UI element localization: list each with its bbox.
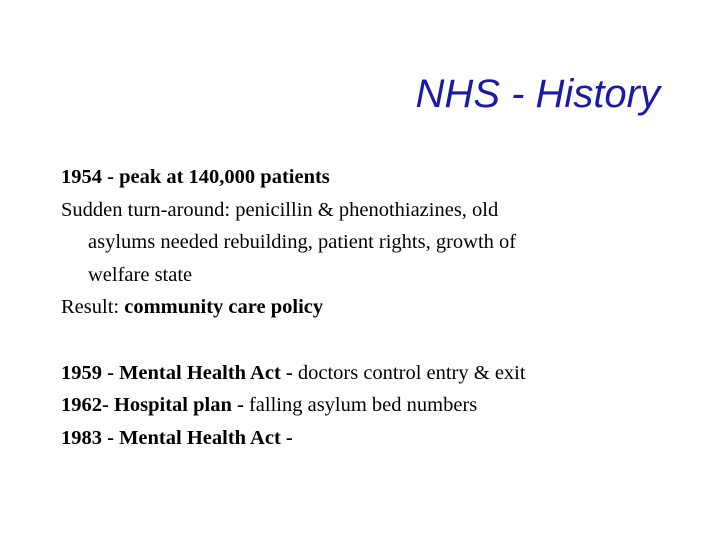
- bullet-1983-bold: 1983 - Mental Health Act -: [61, 426, 293, 449]
- bullet-result: [61, 291, 701, 324]
- bullet-1959-bold: 1959 - Mental Health Act -: [61, 361, 298, 384]
- spacer: [61, 324, 701, 357]
- bullet-1954: [61, 161, 701, 194]
- bullet-turnaround: Sudden turn-around: penicillin & phenothiazines, old: [61, 198, 499, 221]
- slide-title: NHS - History: [415, 72, 660, 116]
- bullet-1959: [61, 357, 701, 390]
- slide-body: [61, 161, 701, 454]
- bullet-1954-bold: 1954 - peak at 140,000 patients: [61, 166, 330, 188]
- bullet-1962-bold: 1962- Hospital plan -: [61, 394, 249, 416]
- bullet-result-prefix: Result:: [61, 296, 125, 318]
- bullet-result-bold: community care policy: [124, 296, 324, 318]
- bullet-1962-rest: falling asylum bed numbers: [248, 394, 478, 416]
- bullet-1959-rest: doctors control entry & exit: [297, 361, 526, 384]
- bullet-turnaround-cont-2: welfare state: [88, 263, 193, 286]
- bullet-1962: [61, 389, 701, 422]
- bullet-turnaround-cont-1: asylums needed rebuilding, patient rights, growth of: [88, 231, 517, 253]
- bullet-1983: [61, 422, 701, 455]
